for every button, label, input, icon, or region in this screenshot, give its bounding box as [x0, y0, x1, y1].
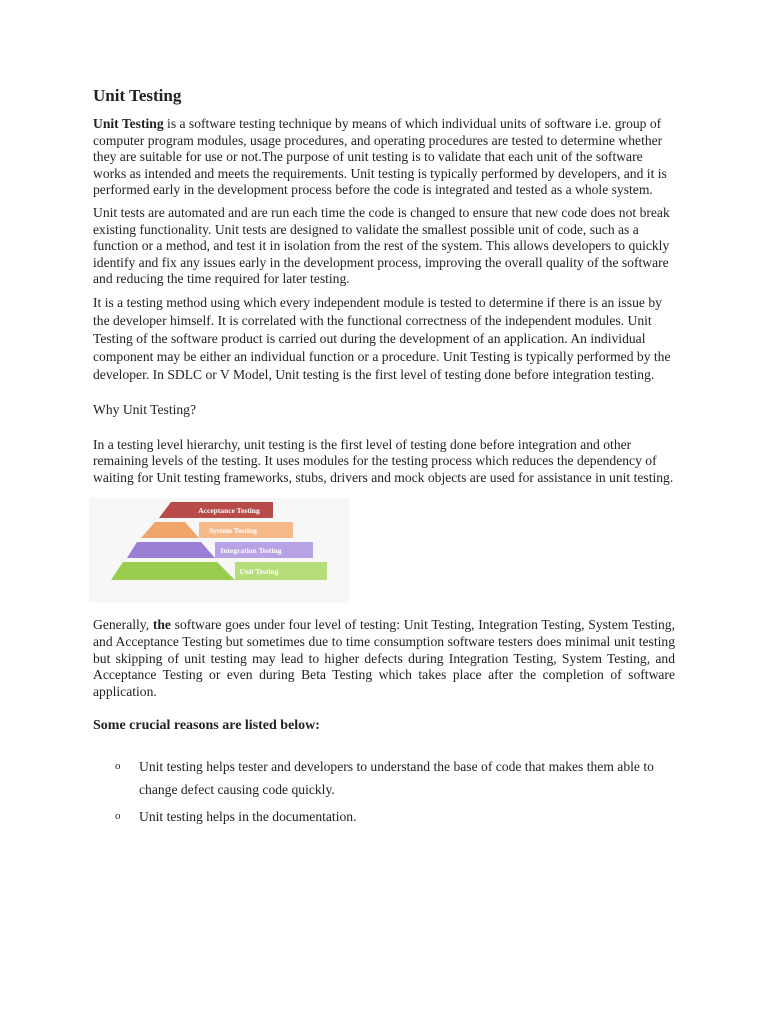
pyramid-label-acceptance: Acceptance Testing — [198, 506, 260, 516]
paragraph-hierarchy: In a testing level hierarchy, unit testing is the first level of testing done before integration and other remaining levels of the testing. It uses modules for the testing process which reduces the dependency of waiting for Unit testing frameworks, stubs, drivers and mock objects are used for assistance in unit testing. — [93, 436, 674, 485]
document-content — [93, 86, 675, 832]
paragraph-four-levels-bold: the — [152, 617, 171, 633]
reasons-list — [93, 755, 675, 828]
paragraph-automated: Unit tests are automated and are run each time the code is changed to ensure that new code does not break existing functionality. Unit tests are designed to validate the smallest possible unit of code, such as a function or a method, and test it in isolation from the rest of the system. This allows developers to quickly identify and fix any issues early in the development process, improving the overall quality of the software and reducing the time required for later testing. — [93, 204, 670, 287]
intro-paragraph — [93, 116, 675, 199]
pyramid-label-integration: Integration Testing — [220, 546, 282, 556]
reason-text: Unit testing helps in the documentation. — [139, 808, 357, 824]
why-heading: Why Unit Testing? — [93, 401, 197, 417]
paragraph-four-levels-lead: Generally, — [93, 617, 153, 633]
bullet-icon: o — [115, 809, 121, 822]
pyramid-svg — [89, 498, 349, 603]
reason-text: Unit testing helps tester and developers to understand the base of code that makes them able to change defect causing code quickly. — [139, 758, 654, 797]
list-item — [93, 755, 675, 801]
list-item — [93, 805, 675, 828]
page-title: Unit Testing — [93, 86, 182, 105]
paragraph-four-levels — [93, 617, 675, 700]
bullet-icon: o — [115, 759, 121, 772]
pyramid-label-system: System Testing — [209, 526, 257, 536]
reasons-heading: Some crucial reasons are listed below: — [93, 718, 320, 734]
pyramid-level-integration — [127, 542, 215, 558]
paragraph-method: It is a testing method using which every independent module is tested to determine if there is an issue by the developer himself. It is correlated with the functional correctness of the independent modules. Unit Testing of the software product is carried out during the development of an application. An individual component may be either an individual function or a procedure. Unit Testing is typically performed by the developer. In SDLC or V Model, Unit testing is the first level of testing done before integration testing. — [93, 294, 671, 382]
pyramid-label-unit: Unit Testing — [239, 567, 279, 577]
testing-levels-pyramid — [89, 498, 349, 603]
intro-text: is a software testing technique by means of which individual units of software i.e. group of computer program modules, usage procedures, and operating procedures are tested to determine whether they are suitable for use or not.The purpose of unit testing is to validate that each unit of the software works as intended and meets the requirements. Unit testing is typically performed by developers, and it is performed early in the development process before the code is integrated and tested as a whole system. — [93, 116, 667, 198]
paragraph-four-levels-text: software goes under four level of testing: Unit Testing, Integration Testing, System Testing, and Acceptance Testing but sometimes due to time consumption software testers does minimal unit testing but skipping of unit testing may lead to higher defects during Integration Testing, System Testing, and Acceptance Testing or even during Beta Testing which takes place after the completion of software application. — [93, 617, 675, 699]
pyramid-level-unit — [111, 562, 235, 580]
intro-bold-lead: Unit Testing — [93, 116, 164, 131]
